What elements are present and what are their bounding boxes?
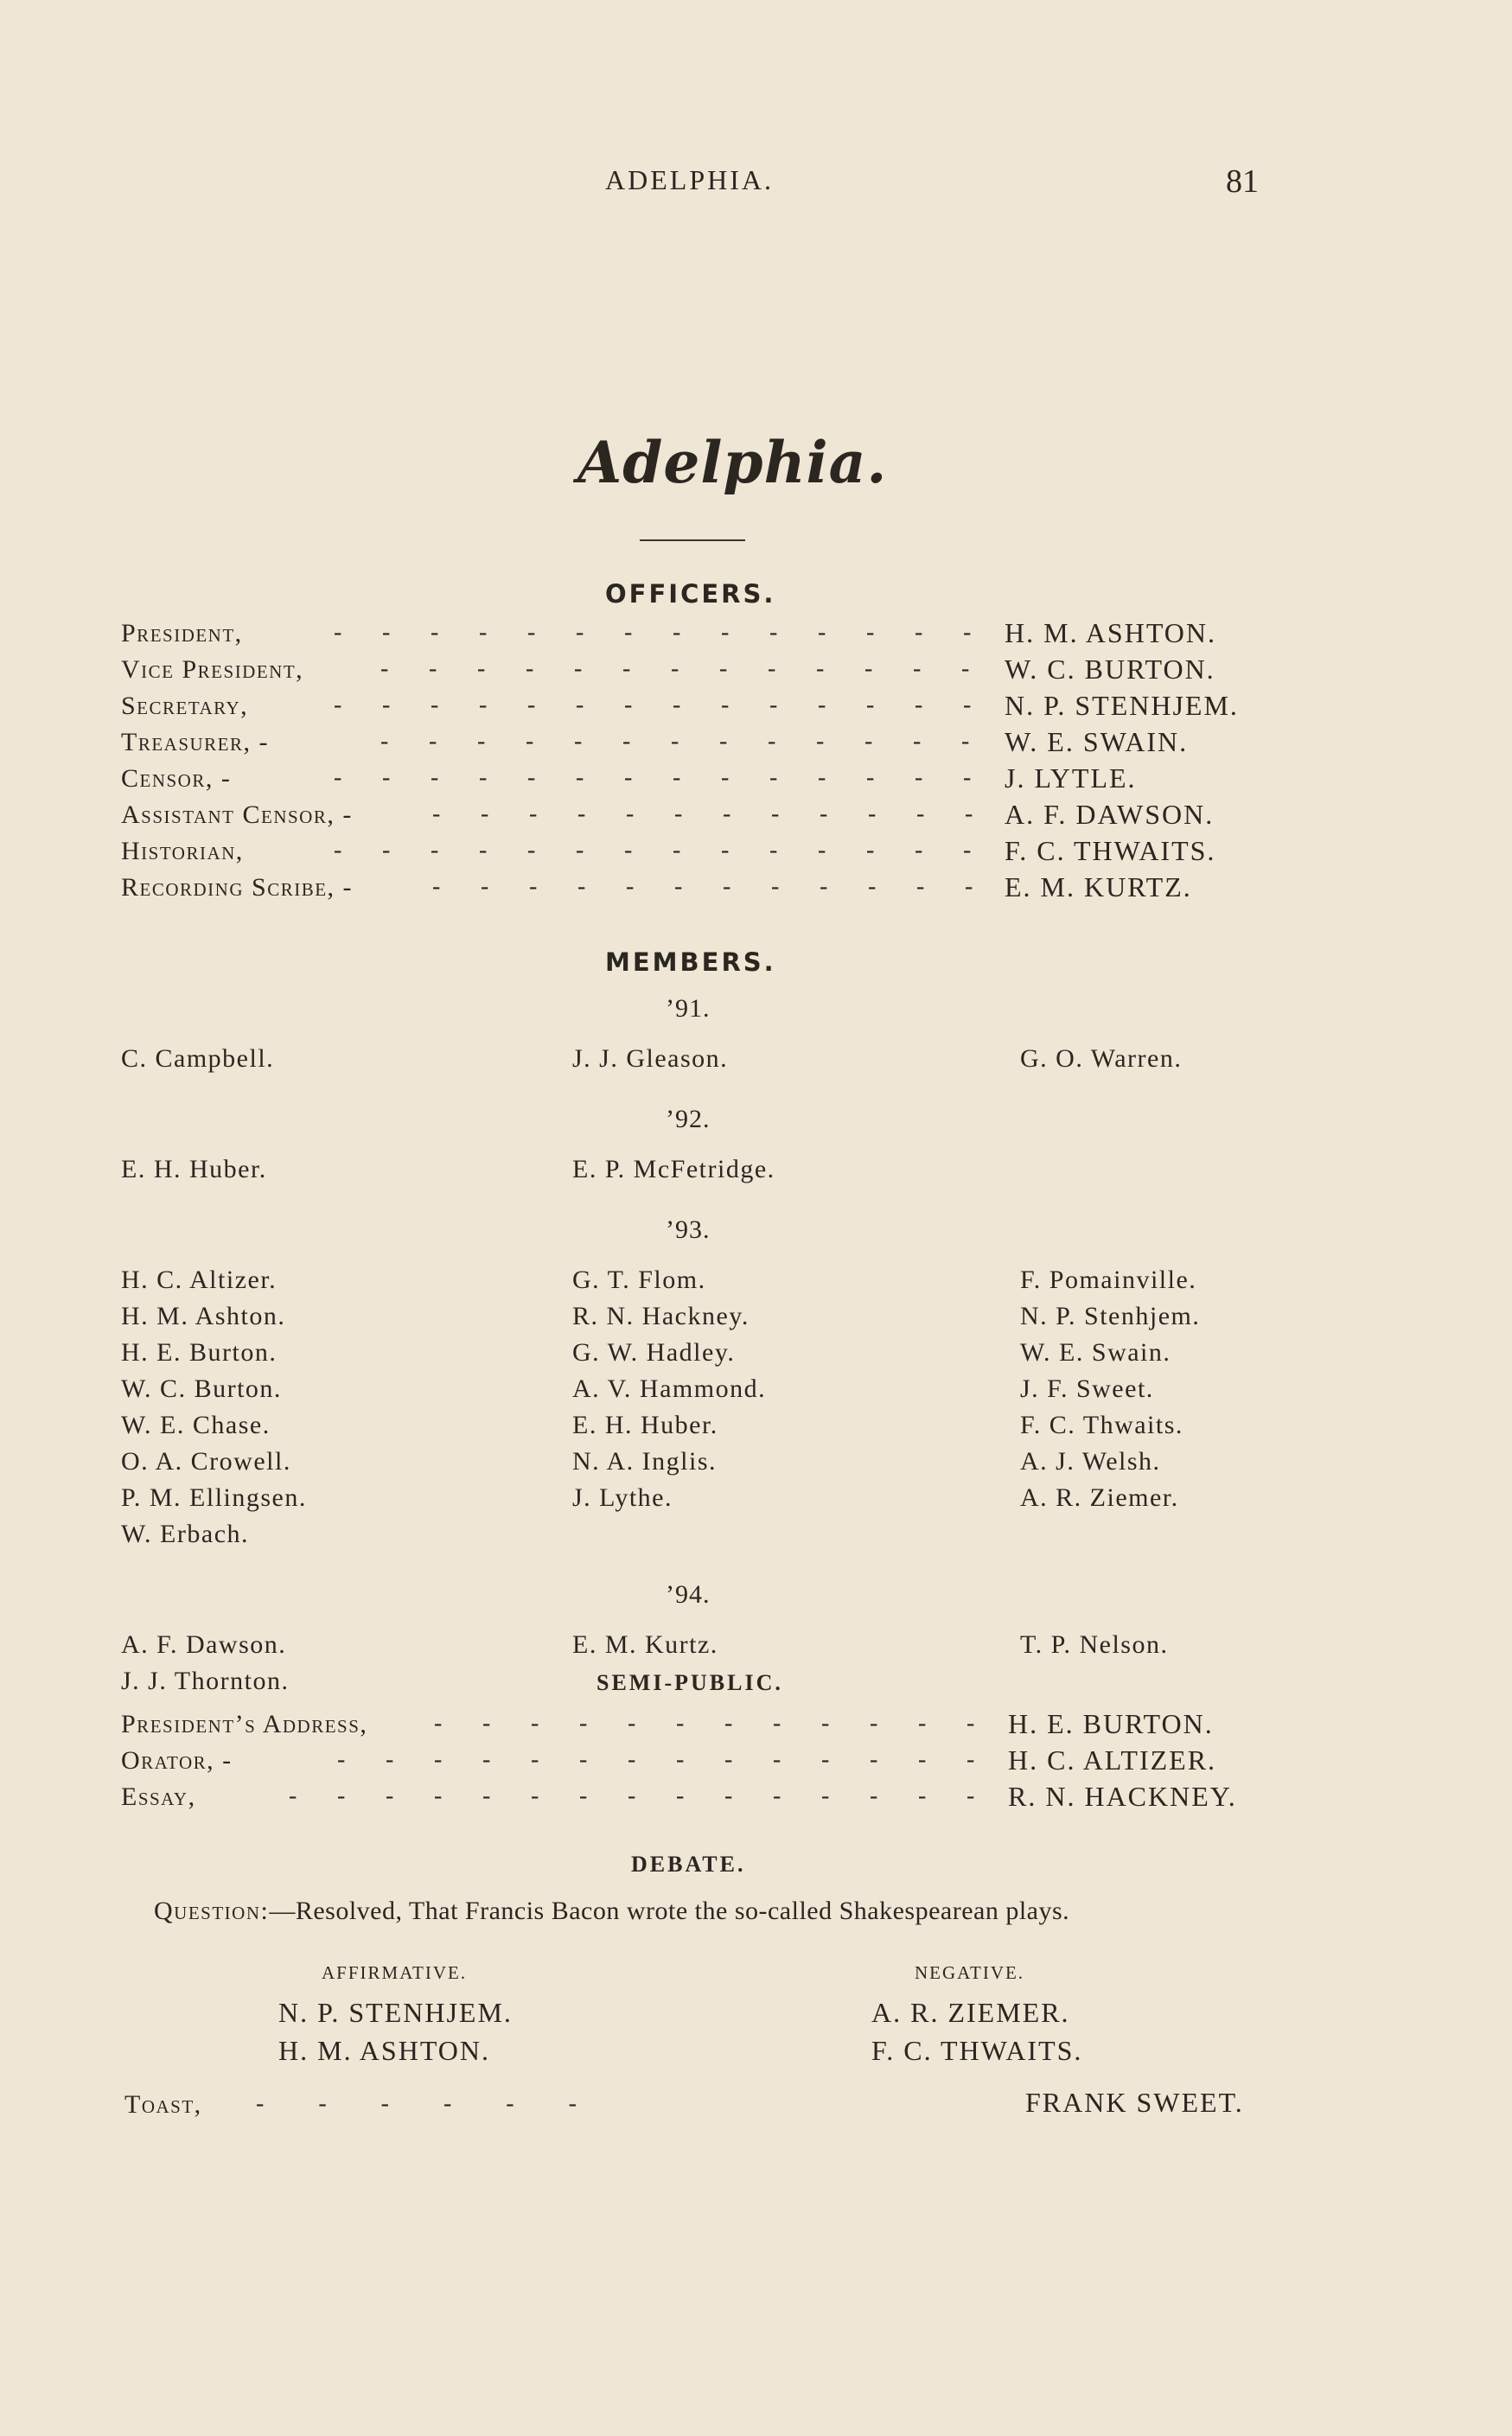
leader-dash: -: [432, 873, 441, 900]
leader-dash: -: [866, 764, 875, 791]
page-number: 81: [1226, 163, 1259, 200]
leader-dash: -: [576, 764, 584, 791]
leader-dash: -: [769, 619, 778, 646]
leader-dash: -: [482, 1782, 491, 1809]
leader-dash: -: [821, 1746, 830, 1773]
leader-dash: -: [628, 1746, 636, 1773]
leader-dash: -: [768, 728, 776, 755]
question-label: Question:: [154, 1897, 270, 1925]
leader-dash: -: [676, 1710, 685, 1737]
leader-dash: -: [334, 692, 342, 718]
member-name: G. W. Hadley.: [572, 1338, 736, 1367]
leader-dash: -: [577, 800, 586, 827]
leader-dash: -: [334, 764, 342, 791]
leader-dash: -: [818, 619, 826, 646]
leader-dash: -: [963, 619, 972, 646]
leader-dash: -: [289, 1782, 297, 1809]
leader-dash: -: [965, 873, 973, 900]
leader-dash: -: [671, 728, 679, 755]
leader-dash: -: [626, 800, 635, 827]
leader-dash: -: [913, 728, 922, 755]
officer-name: N. P. STENHJEM.: [1005, 690, 1239, 721]
leader-dash: -: [429, 728, 437, 755]
member-name: H. M. Ashton.: [121, 1302, 286, 1330]
question-text: —Resolved, That Francis Bacon wrote the so-called Shakespearean plays.: [269, 1897, 1070, 1925]
leader-dash: -: [821, 1710, 830, 1737]
member-name: E. P. McFetridge.: [572, 1155, 775, 1183]
member-name: O. A. Crowell.: [121, 1447, 291, 1476]
leader-dash: -: [527, 692, 536, 718]
leader-dash: -: [719, 728, 728, 755]
leader-dash: -: [382, 764, 391, 791]
class-year: ’94.: [666, 1580, 711, 1609]
semi-public-name: H. E. BURTON.: [1008, 1708, 1214, 1739]
class-year: ’91.: [666, 994, 711, 1023]
leader-dash: -: [628, 1782, 636, 1809]
toast-dashes: - - - - - -: [256, 2090, 577, 2117]
leader-dash: -: [479, 619, 488, 646]
leader-dash: -: [771, 800, 780, 827]
member-name: C. Campbell.: [121, 1044, 275, 1073]
leader-dash: -: [870, 1746, 878, 1773]
officer-office: Censor, -: [121, 764, 232, 793]
negative-speaker-1: A. R. ZIEMER.: [871, 1997, 1070, 2028]
leader-dash: -: [818, 837, 826, 864]
member-name: P. M. Ellingsen.: [121, 1483, 307, 1512]
officer-office: Recording Scribe, -: [121, 873, 354, 902]
leader-dash: -: [386, 1782, 394, 1809]
leader-dash: -: [531, 1710, 539, 1737]
member-name: H. C. Altizer.: [121, 1266, 278, 1294]
leader-dash: -: [963, 692, 972, 718]
leader-dash: -: [577, 873, 586, 900]
leader-dash: -: [622, 728, 631, 755]
leader-dash: -: [816, 728, 825, 755]
leader-dash: -: [870, 1782, 878, 1809]
leader-dash: -: [380, 728, 389, 755]
leader-dash: -: [434, 1746, 443, 1773]
officer-name: H. M. ASHTON.: [1005, 617, 1216, 648]
officer-name: W. E. SWAIN.: [1005, 726, 1189, 757]
leader-dash: -: [719, 655, 728, 682]
title-rule: [640, 539, 745, 541]
leader-dash: -: [769, 837, 778, 864]
leader-dash: -: [773, 1746, 782, 1773]
leader-dash: -: [574, 655, 583, 682]
officers-heading: OFFICERS.: [605, 579, 776, 609]
member-name: J. J. Thornton.: [121, 1667, 290, 1695]
leader-dash: -: [624, 837, 633, 864]
leader-dash: -: [918, 1782, 927, 1809]
member-name: E. M. Kurtz.: [572, 1630, 718, 1659]
leader-dash: -: [915, 764, 923, 791]
negative-speaker-2: F. C. THWAITS.: [871, 2035, 1083, 2066]
officer-office: Treasurer, -: [121, 728, 270, 756]
leader-dash: -: [529, 800, 538, 827]
leader-dash: -: [674, 800, 683, 827]
leader-dash: -: [531, 1746, 539, 1773]
leader-dash: -: [915, 837, 923, 864]
officer-name: J. LYTLE.: [1005, 762, 1137, 794]
leader-dash: -: [434, 1710, 443, 1737]
leader-dash: -: [724, 1710, 733, 1737]
affirmative-label: AFFIRMATIVE.: [322, 1962, 468, 1983]
leader-dash: -: [624, 619, 633, 646]
leader-dash: -: [382, 692, 391, 718]
member-name: F. Pomainville.: [1020, 1266, 1197, 1294]
semi-public-name: R. N. HACKNEY.: [1008, 1781, 1237, 1812]
leader-dash: -: [334, 619, 342, 646]
leader-dash: -: [820, 800, 828, 827]
leader-dash: -: [864, 728, 873, 755]
leader-dash: -: [431, 692, 439, 718]
officer-name: A. F. DAWSON.: [1005, 799, 1215, 830]
running-title: ADELPHIA.: [605, 164, 774, 195]
leader-dash: -: [527, 619, 536, 646]
leader-dash: -: [724, 1782, 733, 1809]
leader-dash: -: [527, 764, 536, 791]
leader-dash: -: [479, 837, 488, 864]
member-name: H. E. Burton.: [121, 1338, 278, 1367]
leader-dash: -: [481, 800, 489, 827]
leader-dash: -: [918, 1746, 927, 1773]
member-name: N. A. Inglis.: [572, 1447, 718, 1476]
toast-office: Toast,: [124, 2090, 202, 2119]
leader-dash: -: [482, 1746, 491, 1773]
semi-public-office: Orator, -: [121, 1746, 233, 1775]
leader-dash: -: [916, 800, 925, 827]
leader-dash: -: [773, 1710, 782, 1737]
member-name: A. J. Welsh.: [1020, 1447, 1161, 1476]
leader-dash: -: [380, 655, 389, 682]
leader-dash: -: [431, 764, 439, 791]
leader-dash: -: [967, 1710, 975, 1737]
leader-dash: -: [337, 1782, 346, 1809]
leader-dash: -: [479, 764, 488, 791]
leader-dash: -: [529, 873, 538, 900]
member-name: F. C. Thwaits.: [1020, 1411, 1183, 1439]
member-name: E. H. Huber.: [121, 1155, 267, 1183]
leader-dash: -: [967, 1782, 975, 1809]
leader-dash: -: [477, 728, 486, 755]
leader-dash: -: [721, 764, 730, 791]
class-year: ’93.: [666, 1215, 711, 1244]
leader-dash: -: [579, 1746, 588, 1773]
member-name: W. E. Chase.: [121, 1411, 271, 1439]
leader-dash: -: [868, 873, 877, 900]
leader-dash: -: [382, 837, 391, 864]
leader-dash: -: [432, 800, 441, 827]
leader-dash: -: [868, 800, 877, 827]
leader-dash: -: [721, 619, 730, 646]
leader-dash: -: [482, 1710, 491, 1737]
leader-dash: -: [967, 1746, 975, 1773]
leader-dash: -: [674, 873, 683, 900]
leader-dash: -: [769, 692, 778, 718]
leader-dash: -: [965, 800, 973, 827]
officer-office: Assistant Censor, -: [121, 800, 353, 829]
leader-dash: -: [628, 1710, 636, 1737]
leader-dash: -: [961, 728, 970, 755]
leader-dash: -: [673, 764, 681, 791]
member-name: A. V. Hammond.: [572, 1374, 767, 1403]
leader-dash: -: [963, 837, 972, 864]
leader-dash: -: [624, 692, 633, 718]
semi-public-office: President’s Address,: [121, 1710, 368, 1738]
leader-dash: -: [531, 1782, 539, 1809]
leader-dash: -: [574, 728, 583, 755]
leader-dash: -: [916, 873, 925, 900]
leader-dash: -: [866, 837, 875, 864]
leader-dash: -: [526, 655, 534, 682]
leader-dash: -: [723, 800, 731, 827]
leader-dash: -: [477, 655, 486, 682]
member-name: T. P. Nelson.: [1020, 1630, 1169, 1659]
leader-dash: -: [961, 655, 970, 682]
leader-dash: -: [579, 1710, 588, 1737]
officer-office: Historian,: [121, 837, 244, 865]
leader-dash: -: [434, 1782, 443, 1809]
leader-dash: -: [622, 655, 631, 682]
member-name: W. C. Burton.: [121, 1374, 282, 1403]
leader-dash: -: [676, 1746, 685, 1773]
affirmative-speaker-2: H. M. ASHTON.: [278, 2035, 490, 2066]
leader-dash: -: [818, 764, 826, 791]
leader-dash: -: [431, 837, 439, 864]
leader-dash: -: [676, 1782, 685, 1809]
member-name: G. O. Warren.: [1020, 1044, 1183, 1073]
officer-name: W. C. BURTON.: [1005, 654, 1215, 685]
members-heading: MEMBERS.: [605, 947, 776, 977]
leader-dash: -: [821, 1782, 830, 1809]
debate-heading: DEBATE.: [631, 1852, 746, 1877]
leader-dash: -: [673, 619, 681, 646]
leader-dash: -: [526, 728, 534, 755]
semi-public-office: Essay,: [121, 1782, 196, 1811]
member-name: J. F. Sweet.: [1020, 1374, 1154, 1403]
leader-dash: -: [771, 873, 780, 900]
leader-dash: -: [816, 655, 825, 682]
toast-name: FRANK SWEET.: [1025, 2087, 1244, 2118]
class-year: ’92.: [666, 1105, 711, 1133]
leader-dash: -: [866, 692, 875, 718]
member-name: R. N. Hackney.: [572, 1302, 750, 1330]
officer-name: E. M. KURTZ.: [1005, 871, 1192, 902]
member-name: E. H. Huber.: [572, 1411, 718, 1439]
officer-office: Secretary,: [121, 692, 249, 720]
leader-dash: -: [429, 655, 437, 682]
leader-dash: -: [864, 655, 873, 682]
leader-dash: -: [386, 1746, 394, 1773]
leader-dash: -: [481, 873, 489, 900]
officer-office: President,: [121, 619, 243, 647]
member-name: A. R. Ziemer.: [1020, 1483, 1179, 1512]
leader-dash: -: [626, 873, 635, 900]
leader-dash: -: [723, 873, 731, 900]
leader-dash: -: [769, 764, 778, 791]
leader-dash: -: [527, 837, 536, 864]
negative-label: NEGATIVE.: [915, 1962, 1025, 1983]
member-name: G. T. Flom.: [572, 1266, 706, 1294]
leader-dash: -: [818, 692, 826, 718]
leader-dash: -: [768, 655, 776, 682]
leader-dash: -: [870, 1710, 878, 1737]
member-name: W. Erbach.: [121, 1520, 250, 1548]
semi-public-heading: SEMI-PUBLIC.: [597, 1670, 783, 1695]
leader-dash: -: [671, 655, 679, 682]
leader-dash: -: [963, 764, 972, 791]
leader-dash: -: [915, 619, 923, 646]
leader-dash: -: [913, 655, 922, 682]
leader-dash: -: [721, 692, 730, 718]
leader-dash: -: [721, 837, 730, 864]
leader-dash: -: [773, 1782, 782, 1809]
leader-dash: -: [673, 692, 681, 718]
officer-name: F. C. THWAITS.: [1005, 835, 1216, 866]
leader-dash: -: [576, 837, 584, 864]
leader-dash: -: [820, 873, 828, 900]
leader-dash: -: [479, 692, 488, 718]
leader-dash: -: [579, 1782, 588, 1809]
member-name: J. Lythe.: [572, 1483, 673, 1512]
member-name: N. P. Stenhjem.: [1020, 1302, 1201, 1330]
leader-dash: -: [431, 619, 439, 646]
officer-office: Vice President,: [121, 655, 304, 684]
member-name: J. J. Gleason.: [572, 1044, 729, 1073]
affirmative-speaker-1: N. P. STENHJEM.: [278, 1997, 513, 2028]
member-name: A. F. Dawson.: [121, 1630, 287, 1659]
leader-dash: -: [576, 692, 584, 718]
member-name: W. E. Swain.: [1020, 1338, 1171, 1367]
leader-dash: -: [915, 692, 923, 718]
leader-dash: -: [337, 1746, 346, 1773]
leader-dash: -: [673, 837, 681, 864]
semi-public-name: H. C. ALTIZER.: [1008, 1744, 1217, 1776]
leader-dash: -: [724, 1746, 733, 1773]
debate-question: [154, 1897, 1069, 1926]
leader-dash: -: [382, 619, 391, 646]
leader-dash: -: [576, 619, 584, 646]
leader-dash: -: [866, 619, 875, 646]
page-title: Adelphia.: [577, 429, 888, 496]
leader-dash: -: [624, 764, 633, 791]
leader-dash: -: [334, 837, 342, 864]
leader-dash: -: [918, 1710, 927, 1737]
